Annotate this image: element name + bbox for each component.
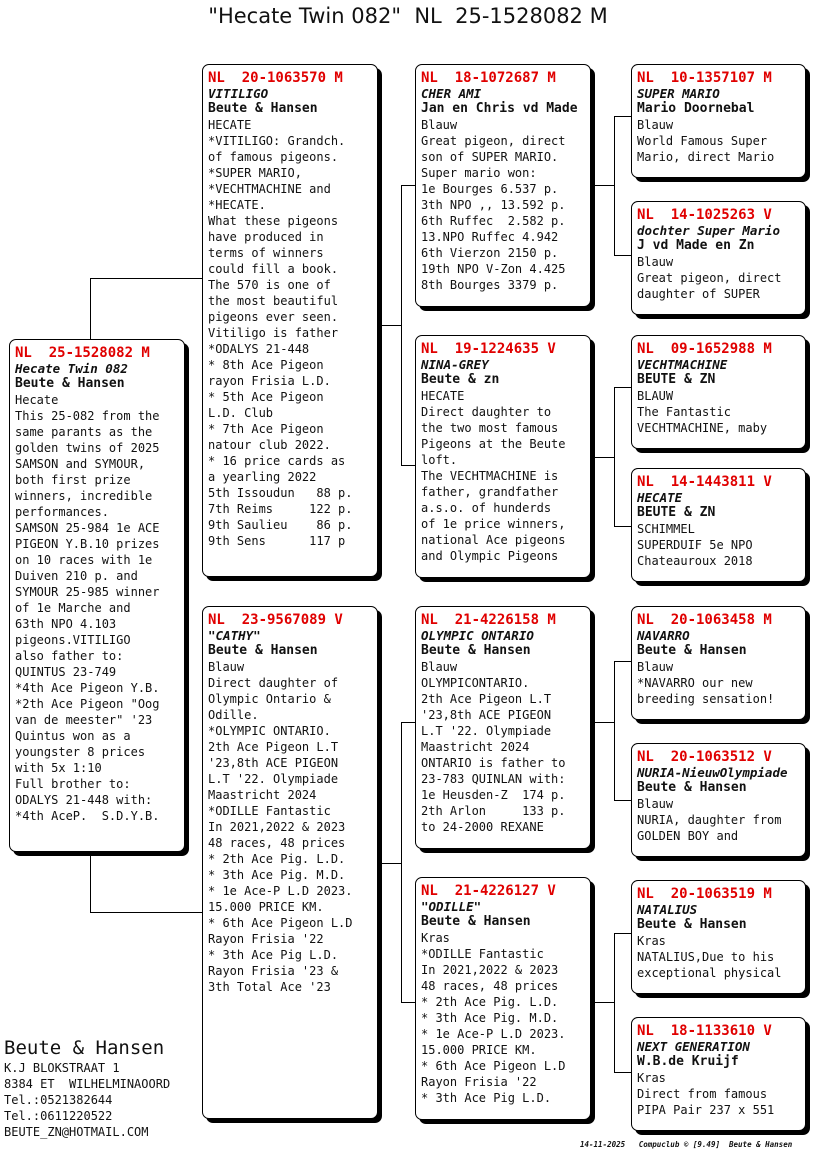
owner-city: 8384 ET WILHELMINAOORD [4, 1077, 171, 1091]
breeder-name: Beute & Hansen [15, 376, 125, 391]
pigeon-description: Great pigeon, direct son of SUPER MARIO. Super mario won: 1e Bourges 6.537 p. 3th NPO ,, 13.592 p. 6th Ruffec 2.582 p. 13.NPO Ruffec 4.942 6th Vierzon 2150 p. 19th NPO V-Zon 4.425 8th Bourges 3379 p. [421, 134, 566, 292]
pigeon-card-sire-dam[interactable] [415, 335, 591, 578]
pigeon-card-dds[interactable] [631, 880, 806, 994]
ring-number: NL 21-4226127 V [421, 883, 556, 899]
connector-line [90, 850, 91, 913]
connector-line [614, 661, 615, 801]
pigeon-description: *ODILLE Fantastic In 2021,2022 & 2023 48 races, 48 prices * 2th Ace Pig. L.D. * 3th Ace Pig. M.D. * 1e Ace-P L.D 2023. 15.000 PRICE KM. * 6th Ace Pigeon L.D Rayon Frisia '22 * 3th Ace Pig L.D. [421, 947, 566, 1105]
breeder-name: Beute & Hansen [637, 917, 747, 932]
connector-line [614, 661, 632, 662]
connector-line [90, 278, 204, 279]
connector-line [401, 185, 402, 466]
ring-number: NL 19-1224635 V [421, 341, 556, 357]
breeder-name: Beute & Hansen [421, 643, 531, 658]
pigeon-description: Direct daughter of Olympic Ontario & Odille. *OLYMPIC ONTARIO. 2th Ace Pigeon L.T '23,8th ACE PIGEON L.T '22. Olympiade Maastricht 2024 *ODILLE Fantastic In 2021,2022 & 2023 48 races, 48 prices * 2th Ace Pig. L.D. * 3th Ace Pig. M.D. * 1e Ace-P L.D 2023. 15.000 PRICE KM. * 6th Ace Pigeon L.D Rayon Frisia '22 * 3th Ace Pig L.D. Rayon Frisia '23 & 3th Total Ace '23 [208, 676, 353, 994]
ring-number: NL 18-1133610 V [637, 1023, 772, 1039]
pigeon-color: Blauw [421, 660, 458, 674]
pigeon-description: Direct from famous PIPA Pair 237 x 551 [637, 1087, 775, 1117]
pigeon-description: NATALIUS,Due to his exceptional physical [637, 950, 782, 980]
breeder-name: Beute & Hansen [637, 780, 747, 795]
footer-credit: 14-11-2025 Compuclub © [9.49] Beute & Hansen [580, 1140, 793, 1149]
breeder-name: Beute & Hansen [637, 643, 747, 658]
pigeon-name: Hecate Twin 082 [15, 361, 128, 376]
ring-number: NL 14-1025263 V [637, 207, 772, 223]
connector-line [90, 278, 91, 341]
pigeon-card-ssd[interactable] [631, 201, 806, 315]
pigeon-color: Hecate [15, 393, 59, 407]
pigeon-description: OLYMPICONTARIO. 2th Ace Pigeon L.T '23,8th ACE PIGEON L.T '22. Olympiade Maastricht 2024 ONTARIO is father to 23-783 QUINLAN with: 1e Heusden-Z 174 p. 2th Arlon 133 p. to 24-2000 REXANE [421, 676, 566, 834]
pigeon-description: *VITILIGO: Grandch. of famous pigeons. *SUPER MARIO, *VECHTMACHINE and *HECATE. What these pigeons have produced in terms of winners could fill a book. The 570 is one of the most beautiful pigeons ever seen. Vitiligo is father *ODALYS 21-448 * 8th Ace Pigeon rayon Frisia L.D. * 5th Ace Pigeon L.D. Club * 7th Ace Pigeon natour club 2022. * 16 price cards as a yearling 2022 5th Issoudun 88 p. 7th Reims 122 p. 9th Saulieu 86 p. 9th Sens 117 p [208, 134, 353, 548]
pigeon-card-ddd[interactable] [631, 1017, 806, 1131]
breeder-name: Beute & Hansen [421, 914, 531, 929]
pigeon-description: This 25-082 from the same parants as the golden twins of 2025 SAMSON and SYMOUR, both first prize winners, incredible performances. SAMSON 25-984 1e ACE PIGEON Y.B.10 prizes on 10 races with 1e Duiven 210 p. and SYMOUR 25-985 winner of 1e Marche and 63th NPO 4.103 pigeons.VITILIGO also father to: QUINTUS 23-749 *4th Ace Pigeon Y.B. *2th Ace Pigeon "Oog van de meester" '23 Quintus won as a youngster 8 prices with 5x 1:10 Full brother to: ODALYS 21-448 with: *4th AceP. S.D.Y.B. [15, 409, 160, 823]
ring-number: NL 21-4226158 M [421, 612, 556, 628]
owner-phone-1: Tel.:0521382644 [4, 1093, 113, 1107]
breeder-name: W.B.de Kruijf [637, 1054, 739, 1069]
pigeon-color: SCHIMMEL [637, 522, 695, 536]
breeder-name: J vd Made en Zn [637, 238, 755, 253]
pigeon-color: Blauw [637, 118, 674, 132]
pigeon-description: NURIA, daughter from GOLDEN BOY and [637, 813, 782, 843]
ring-number: NL 18-1072687 M [421, 70, 556, 86]
connector-line [614, 255, 632, 256]
pigeon-name: VECHTMACHINE [637, 357, 728, 372]
pigeon-card-dsd[interactable] [631, 743, 806, 857]
pigeon-card-dam-dam[interactable] [415, 877, 591, 1120]
breeder-name: Beute & Hansen [208, 643, 318, 658]
owner-info [4, 1036, 170, 1140]
connector-line [614, 1072, 632, 1073]
pigeon-card-dam-sire[interactable] [415, 606, 591, 849]
breeder-name: Beute & zn [421, 372, 500, 387]
pigeon-description: SUPERDUIF 5e NPO Chateauroux 2018 [637, 538, 753, 568]
pigeon-card-subject[interactable] [9, 339, 185, 852]
pigeon-card-sdd[interactable] [631, 468, 806, 582]
connector-line [614, 387, 632, 388]
pigeon-name: NURIA-NieuwOlympiade [637, 765, 788, 780]
pigeon-card-dss[interactable] [631, 606, 806, 720]
breeder-name: BEUTE & ZN [637, 372, 716, 387]
pigeon-card-sire[interactable] [202, 64, 378, 577]
pigeon-name: NATALIUS [637, 902, 698, 917]
ring-number: NL 10-1357107 M [637, 70, 772, 86]
connector-line [90, 912, 204, 913]
ring-number: NL 25-1528082 M [15, 345, 150, 361]
connector-line [614, 800, 632, 801]
pigeon-card-sds[interactable] [631, 335, 806, 449]
pigeon-name: NAVARRO [637, 628, 690, 643]
connector-line [376, 863, 401, 864]
ring-number: NL 14-1443811 V [637, 474, 772, 490]
pigeon-description: *NAVARRO our new breeding sensation! [637, 676, 775, 706]
pigeon-name: CHER AMI [421, 86, 482, 101]
pigeon-description: Direct daughter to the two most famous Pigeons at the Beute loft. The VECHTMACHINE is father, grandfather a.s.o. of hunderds of 1e price winners, national Ace pigeons and Olympic Pigeons [421, 405, 566, 563]
breeder-name: Mario Doornebal [637, 101, 755, 116]
ring-number: NL 20-1063458 M [637, 612, 772, 628]
connector-line [614, 387, 615, 527]
owner-email[interactable]: BEUTE_ZN@HOTMAIL.COM [4, 1125, 149, 1139]
pigeon-color: BLAUW [637, 389, 674, 403]
pigeon-color: HECATE [421, 389, 465, 403]
pigeon-color: Blauw [421, 118, 458, 132]
breeder-name: Jan en Chris vd Made [421, 101, 578, 116]
pigeon-name: OLYMPIC ONTARIO [421, 628, 534, 643]
breeder-name: Beute & Hansen [208, 101, 318, 116]
pigeon-color: Blauw [637, 255, 674, 269]
owner-name: Beute & Hansen [4, 1037, 165, 1059]
pigeon-description: World Famous Super Mario, direct Mario [637, 134, 775, 164]
owner-phone-2: Tel.:0611220522 [4, 1109, 113, 1123]
connector-line [401, 722, 402, 1003]
connector-line [614, 116, 615, 256]
pigeon-card-sss[interactable] [631, 64, 806, 178]
pigeon-description: Great pigeon, direct daughter of SUPER [637, 271, 782, 301]
connector-line [589, 185, 614, 186]
ring-number: NL 23-9567089 V [208, 612, 343, 628]
pedigree-title: "Hecate Twin 082" NL 25-1528082 M [208, 4, 608, 28]
pigeon-name: NEXT GENERATION [637, 1039, 750, 1054]
connector-line [589, 722, 614, 723]
owner-address: K.J BLOKSTRAAT 1 [4, 1061, 120, 1075]
pigeon-color: Blauw [637, 797, 674, 811]
connector-line [614, 116, 632, 117]
connector-line [589, 457, 614, 458]
pigeon-description: The Fantastic VECHTMACHINE, maby [637, 405, 768, 435]
connector-line [614, 933, 632, 934]
pigeon-color: HECATE [208, 118, 252, 132]
ring-number: NL 20-1063570 M [208, 70, 343, 86]
pigeon-name: VITILIGO [208, 86, 269, 101]
pigeon-name: "ODILLE" [421, 899, 482, 914]
pigeon-name: SUPER MARIO [637, 86, 720, 101]
pigeon-name: dochter Super Mario [637, 223, 780, 238]
pigeon-color: Kras [421, 931, 450, 945]
pigeon-name: HECATE [637, 490, 683, 505]
ring-number: NL 09-1652988 M [637, 341, 772, 357]
pigeon-card-sire-sire[interactable] [415, 64, 591, 307]
pigeon-color: Kras [637, 934, 666, 948]
pigeon-name: "CATHY" [208, 628, 261, 643]
pigeon-color: Kras [637, 1071, 666, 1085]
pigeon-color: Blauw [208, 660, 245, 674]
ring-number: NL 20-1063512 V [637, 749, 772, 765]
ring-number: NL 20-1063519 M [637, 886, 772, 902]
pigeon-name: NINA-GREY [421, 357, 489, 372]
pigeon-color: Blauw [637, 660, 674, 674]
connector-line [614, 526, 632, 527]
connector-line [614, 933, 615, 1073]
pigeon-card-dam[interactable] [202, 606, 378, 1119]
connector-line [589, 1002, 614, 1003]
breeder-name: BEUTE & ZN [637, 505, 716, 520]
connector-line [376, 325, 401, 326]
